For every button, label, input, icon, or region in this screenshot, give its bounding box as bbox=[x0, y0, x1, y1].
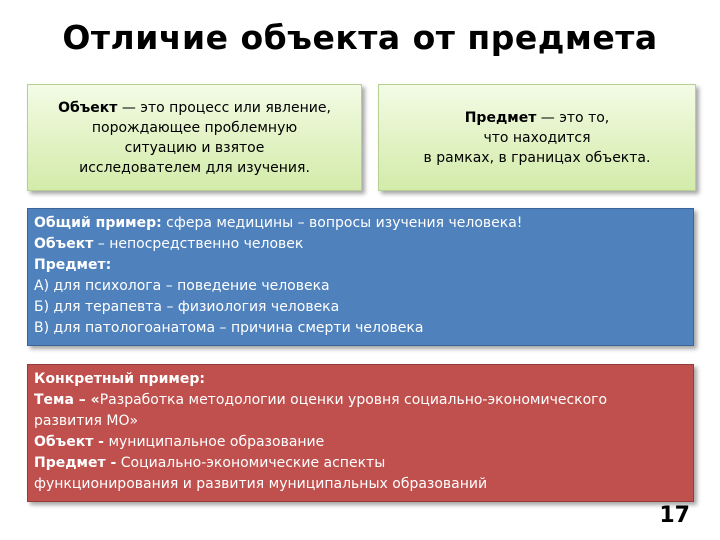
subject-definition-line3: в рамках, в границах объекта. bbox=[423, 149, 651, 166]
general-subject-item-a: А) для психолога – поведение человека bbox=[34, 278, 330, 294]
general-example-label: Общий пример: bbox=[34, 215, 162, 231]
object-term: Объект bbox=[58, 99, 118, 116]
subject-definition-box bbox=[378, 84, 696, 191]
general-subject-item-b: Б) для терапевта – физиология человека bbox=[34, 299, 340, 315]
slide-title: Отличие объекта от предмета bbox=[62, 18, 658, 57]
topic-label: Тема – « bbox=[34, 392, 100, 408]
general-example-text: сфера медицины – вопросы изучения человека! bbox=[161, 215, 523, 231]
object-definition-line1: — это процесс или явление, bbox=[117, 99, 331, 116]
object-definition-line2: порождающее проблемную bbox=[91, 119, 298, 136]
general-object-text: – непосредственно человек bbox=[93, 236, 304, 252]
general-example-box bbox=[27, 208, 694, 346]
specific-object-label: Объект - bbox=[34, 434, 104, 450]
object-definition-line4: исследователем для изучения. bbox=[79, 159, 310, 176]
topic-text-continued: развития МО» bbox=[34, 413, 139, 429]
topic-text: Разработка методологии оценки уровня социально-экономического bbox=[99, 392, 608, 408]
general-subject-item-c: В) для патологоанатома – причина смерти человека bbox=[34, 320, 424, 336]
subject-definition-line2: что находится bbox=[483, 129, 591, 146]
specific-subject-text: Социально-экономические аспекты bbox=[116, 455, 386, 471]
subject-term: Предмет bbox=[464, 109, 537, 126]
general-subject-label: Предмет: bbox=[34, 257, 112, 273]
subject-definition-line1: — это то, bbox=[536, 109, 610, 126]
specific-example-label: Конкретный пример: bbox=[34, 371, 205, 387]
specific-object-text: муниципальное образование bbox=[104, 434, 325, 450]
specific-subject-label: Предмет - bbox=[34, 455, 117, 471]
object-definition-line3: ситуацию и взятое bbox=[124, 139, 265, 156]
page-number: 17 bbox=[659, 503, 690, 528]
general-object-label: Объект bbox=[34, 236, 94, 252]
object-definition-box bbox=[27, 84, 362, 191]
specific-example-box bbox=[27, 364, 694, 502]
specific-subject-text-continued: функционирования и развития муниципальных образований bbox=[34, 476, 488, 492]
